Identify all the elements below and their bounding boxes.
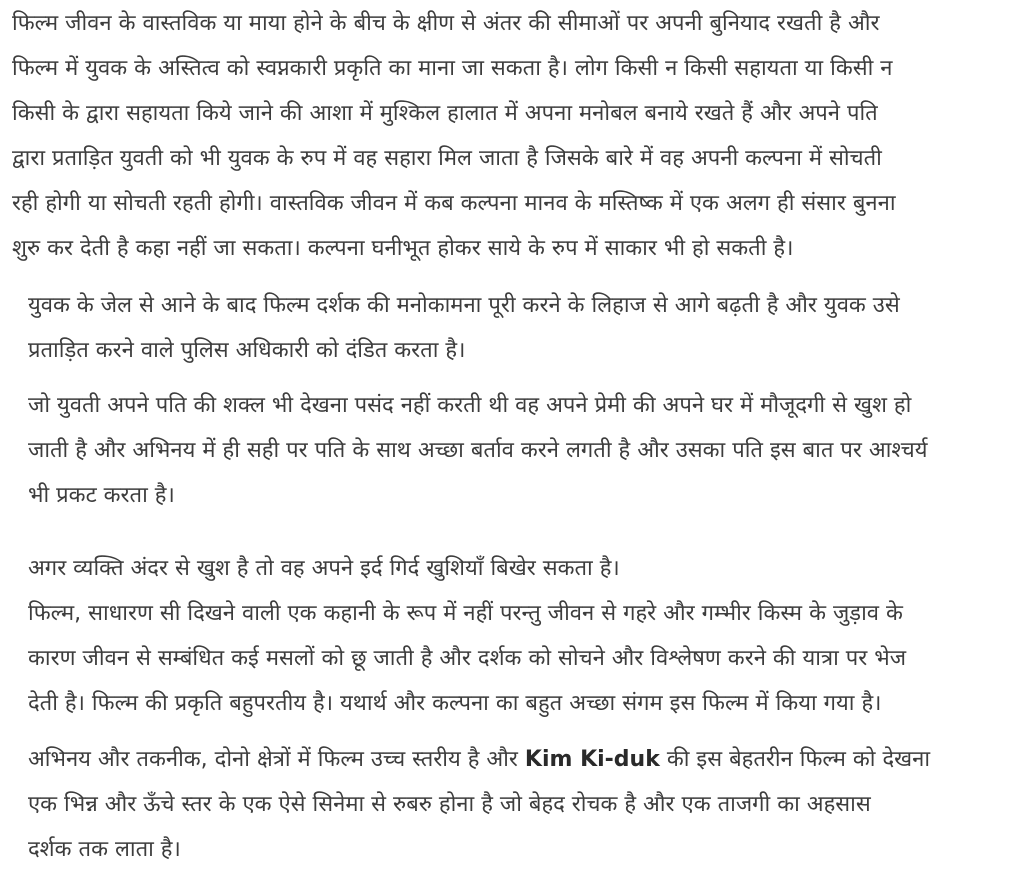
- paragraph-line: शुरु कर देती है कहा नहीं जा सकता। कल्पना घनीभूत होकर साये के रुप में साकार भी हो सकती है।: [12, 236, 794, 261]
- paragraph-text: की इस बेहतरीन फिल्म को देखना: [659, 747, 931, 772]
- paragraph-line: द्वारा प्रताड़ित युवती को भी युवक के रुप में वह सहारा मिल जाता है जिसके बारे में वह अपनी कल्पना में सोचती: [12, 146, 882, 171]
- paragraph-3: [28, 383, 1008, 518]
- paragraph-1: [12, 1, 1012, 271]
- paragraph-line: अगर व्यक्ति अंदर से खुश है तो वह अपने इर्द गिर्द खुशियाँ बिखेर सकता है।: [28, 556, 620, 581]
- paragraph-line: कारण जीवन से सम्बंधित कई मसलों को छू जाती है और दर्शक को सोचने और विश्लेषण करने की यात्रा पर भेज: [28, 646, 907, 671]
- paragraph-line: जो युवती अपने पति की शक्ल भी देखना पसंद नहीं करती थी वह अपने प्रेमी की अपने घर में मौजूदगी से खुश हो: [28, 393, 912, 418]
- paragraph-text: अभिनय और तकनीक, दोनो क्षेत्रों में फिल्म उच्च स्तरीय है और: [28, 747, 525, 772]
- paragraph-line: दर्शक तक लाता है।: [28, 837, 181, 862]
- director-name: Kim Ki-duk: [524, 747, 660, 772]
- paragraph-line: युवक के जेल से आने के बाद फिल्म दर्शक की मनोकामना पूरी करने के लिहाज से आगे बढ़ती है और युवक उसे: [28, 293, 900, 318]
- paragraph-line: किसी के द्वारा सहायता किये जाने की आशा में मुश्किल हालात में अपना मनोबल बनाये रखते हैं और अपने पति: [12, 101, 878, 126]
- paragraph-5: [28, 737, 1008, 872]
- paragraph-line: भी प्रकट करता है।: [28, 483, 175, 508]
- paragraph-2: [28, 283, 1008, 373]
- paragraph-line: फिल्म, साधारण सी दिखने वाली एक कहानी के रूप में नहीं परन्तु जीवन से गहरे और गम्भीर किस्म के जुड़ाव के: [28, 601, 903, 626]
- paragraph-line: देती है। फिल्म की प्रकृति बहुपरतीय है। यथार्थ और कल्पना का बहुत अच्छा संगम इस फिल्म में किया गया है।: [28, 691, 882, 716]
- paragraph-line: रही होगी या सोचती रहती होगी। वास्तविक जीवन में कब कल्पना मानव के मस्तिष्क में एक अलग ही संसार बुनना: [12, 191, 896, 216]
- paragraph-line: फिल्म में युवक के अस्तित्व को स्वप्नकारी प्रकृति का माना जा सकता है। लोग किसी न किसी सहायता या किसी न: [12, 56, 893, 81]
- paragraph-4: [28, 546, 1008, 726]
- paragraph-line: जाती है और अभिनय में ही सही पर पति के साथ अच्छा बर्ताव करने लगती है और उसका पति इस बात पर आश्चर्य: [28, 438, 928, 463]
- paragraph-line: फिल्म जीवन के वास्तविक या माया होने के बीच के क्षीण से अंतर की सीमाओं पर अपनी बुनियाद रखती है और: [12, 11, 880, 36]
- paragraph-line: [28, 737, 1008, 782]
- paragraph-line: प्रताड़ित करने वाले पुलिस अधिकारी को दंडित करता है।: [28, 338, 466, 363]
- paragraph-line: एक भिन्न और ऊँचे स्तर के एक ऐसे सिनेमा से रुबरु होना है जो बेहद रोचक है और एक ताजगी का अहसास: [28, 792, 871, 817]
